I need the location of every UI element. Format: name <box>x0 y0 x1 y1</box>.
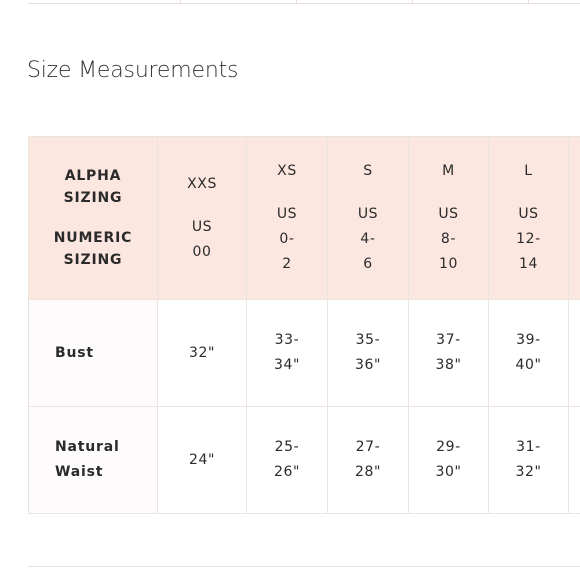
numeric-size-label: 8- <box>440 231 457 247</box>
previous-table-bottom-edge <box>28 0 580 4</box>
measurement-cell <box>158 300 247 407</box>
size-column-header <box>247 137 328 300</box>
measurement-value: 32" <box>515 464 542 480</box>
size-column-header <box>409 137 489 300</box>
alpha-size-label: L <box>524 163 533 179</box>
measurement-value: 36" <box>354 357 382 373</box>
numeric-sizing-label-2: SIZING <box>63 252 123 268</box>
table-row <box>29 407 580 514</box>
measurement-value: 31- <box>516 439 541 455</box>
measurement-cell <box>328 300 409 407</box>
measurement-value: 27- <box>355 439 381 455</box>
measurement-value: 26" <box>273 464 301 480</box>
numeric-size-label: US <box>438 206 459 222</box>
numeric-size-label: US <box>276 206 298 222</box>
alpha-size-label: M <box>442 163 455 179</box>
size-column-header-overflow <box>569 137 580 300</box>
row-label: Natural <box>55 439 120 455</box>
size-column-header <box>328 137 409 300</box>
row-label-cell <box>29 300 158 407</box>
row-label-cell <box>29 407 158 514</box>
measurement-value: 28" <box>354 464 382 480</box>
numeric-size-label: 0- <box>279 231 295 247</box>
measurement-cell <box>328 407 409 514</box>
measurement-cell-overflow <box>569 300 580 407</box>
measurement-cell <box>247 300 328 407</box>
alpha-sizing-label-2: SIZING <box>63 190 123 206</box>
measurement-value: 30" <box>435 464 462 480</box>
measurement-value: 35- <box>355 332 381 348</box>
numeric-size-label: US <box>191 218 213 235</box>
numeric-size-label: 10 <box>438 256 458 272</box>
measurement-value: 29- <box>436 439 461 455</box>
numeric-sizing-label-1: NUMERIC <box>53 230 133 246</box>
measurement-value: 38" <box>435 357 462 373</box>
row-label: Waist <box>55 464 104 480</box>
table-row <box>29 300 580 407</box>
measurement-value: 37- <box>436 332 461 348</box>
measurement-value: 39- <box>516 332 541 348</box>
numeric-size-label: 14 <box>518 256 538 272</box>
size-measurements-table <box>28 136 580 514</box>
measurement-value: 25- <box>274 439 300 455</box>
measurement-value: 33- <box>274 332 300 348</box>
numeric-size-label: 12- <box>516 231 541 247</box>
measurement-cell <box>158 407 247 514</box>
measurement-value: 32" <box>188 344 216 361</box>
measurement-value: 24" <box>188 451 216 468</box>
header-row <box>29 137 580 300</box>
numeric-size-label: 6 <box>363 256 373 272</box>
measurement-cell <box>489 300 569 407</box>
alpha-size-label: XS <box>277 163 297 179</box>
numeric-size-label: 00 <box>192 243 212 260</box>
alpha-size-label: XXS <box>187 175 217 192</box>
numeric-size-label: 4- <box>360 231 376 247</box>
alpha-size-label: S <box>363 163 373 179</box>
header-label-cell <box>29 137 158 300</box>
measurement-cell <box>409 300 489 407</box>
numeric-size-label: US <box>518 206 539 222</box>
size-column-header <box>489 137 569 300</box>
measurement-cell-overflow <box>569 407 580 514</box>
alpha-sizing-label-1: ALPHA <box>64 168 122 184</box>
measurement-cell <box>247 407 328 514</box>
section-title: Size Measurements <box>27 58 239 83</box>
numeric-size-label: US <box>357 206 379 222</box>
measurement-value: 40" <box>515 357 542 373</box>
section-divider <box>28 566 580 567</box>
size-column-header <box>158 137 247 300</box>
numeric-size-label: 2 <box>282 256 292 272</box>
size-table-scroll-container[interactable] <box>28 136 580 514</box>
row-label: Bust <box>55 344 94 361</box>
measurement-cell <box>409 407 489 514</box>
measurement-value: 34" <box>273 357 301 373</box>
measurement-cell <box>489 407 569 514</box>
